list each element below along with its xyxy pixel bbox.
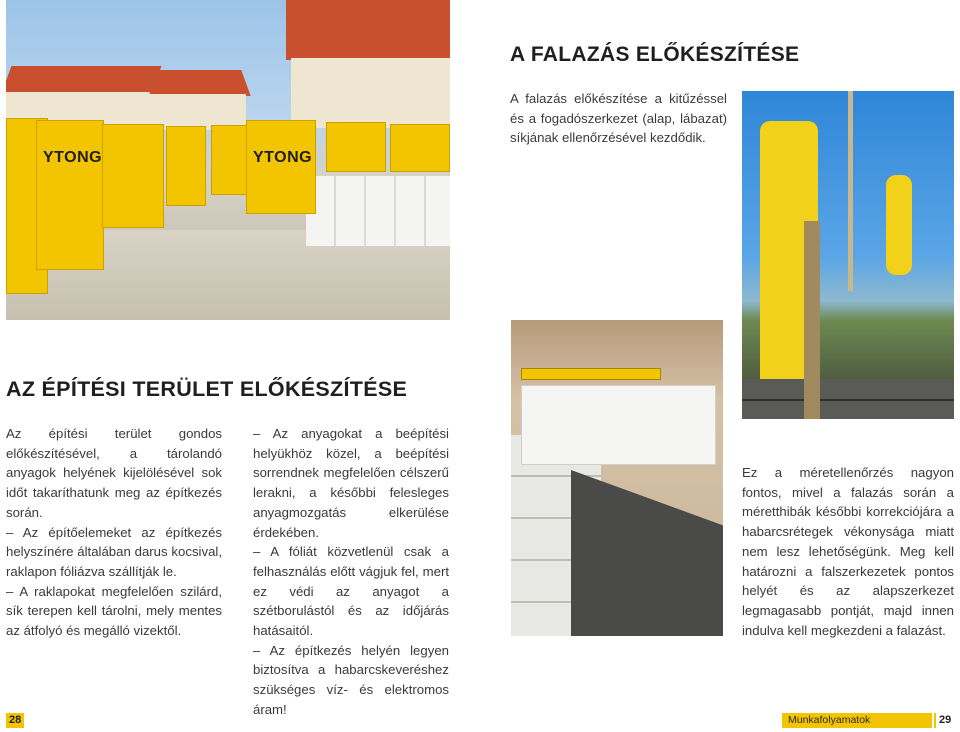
- pallet-label-2: YTONG: [253, 149, 313, 166]
- footer-section-name: Munkafolyamatok: [782, 713, 932, 728]
- site-prep-bullet-4: – A fóliát közvetlenül csak a felhasználás előtt vágjuk fel, mert ez védi az anyagot a szétborulástól és az időjárás hatásaitól.: [253, 544, 449, 639]
- workers-measuring-photo: [742, 91, 954, 419]
- site-prep-bullet-1: – Az építőelemeket az építkezés helyszínére általában darus kocsival, raklapon fóliázva szállítják le.: [6, 524, 222, 579]
- spirit-level-photo: [511, 320, 723, 636]
- pallet-label: YTONG: [43, 149, 103, 166]
- section-title-masonry-prep: A FALAZÁS ELŐKÉSZÍTÉSE: [510, 43, 800, 66]
- site-prep-column-1: [6, 424, 222, 641]
- site-prep-bullet-5: – Az építkezés helyén legyen biztosítva a habarcskeveréshez szükséges víz- és elektromos áram!: [253, 642, 449, 717]
- site-prep-bullet-3: – Az anyagokat a beépítési helyükhöz közel, a beépítési sorrendnek megfelelően célszerű lerakni, a későbbi felesleges anyagmozgatás elkerülése érdekében.: [253, 426, 449, 540]
- masonry-prep-intro: A falazás előkészítése a kitűzéssel és a fogadószerkezet (alap, lábazat) síkjának ellenőrzésével kezdődik.: [510, 91, 727, 146]
- site-prep-bullet-2: – A raklapokat megfelelően szilárd, sík terepen kell tárolni, mely mentes az átfolyó és megálló vizektől.: [6, 583, 222, 639]
- construction-site-photo: [6, 0, 450, 320]
- section-title-site-prep: AZ ÉPÍTÉSI TERÜLET ELŐKÉSZÍTÉSE: [6, 377, 408, 401]
- site-prep-intro: Az építési terület gondos előkészítésével, a tárolandó anyagok helyének kijelölésével sok időt takaríthatunk meg az építkezés során.: [6, 426, 222, 520]
- measurement-note: Ez a méretellenőrzés nagyon fontos, mivel a falazás során a méretthibák későbbi korrekciójára a habarcsrétegek vékonysága miatt nem lesz lehetőségünk. Meg kell határozni a falszerkezetek pontos helyét és az alapszerkezet legmagasabb pontját, majd innen indulva kell megkezdeni a falazást.: [742, 465, 954, 638]
- page-number-left: 28: [6, 713, 24, 728]
- page-number-right: 29: [934, 713, 954, 728]
- site-prep-column-2: [253, 424, 449, 720]
